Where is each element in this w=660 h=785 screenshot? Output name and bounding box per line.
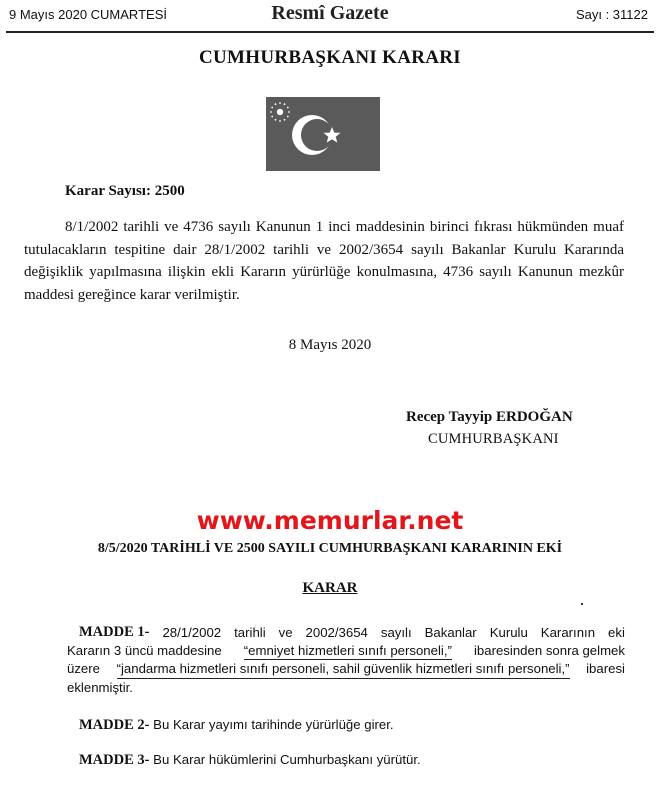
text-segment: ibaresinden sonra gelmek bbox=[473, 642, 625, 658]
signer-title: CUMHURBAŞKANI bbox=[428, 431, 559, 447]
gazette-header bbox=[0, 0, 660, 32]
text-segment: Kararın 3 üncü maddesine bbox=[67, 642, 222, 658]
annex-title: 8/5/2020 TARİHLİ VE 2500 SAYILI CUMHURBAŞKANI KARARININ EKİ bbox=[97, 541, 563, 556]
article-2-text: Bu Karar yayımı tarihinde yürürlüğe girer. bbox=[153, 717, 394, 732]
article-1-line-4 bbox=[67, 679, 625, 697]
presidential-flag bbox=[266, 97, 380, 171]
word: Kurulu bbox=[489, 625, 528, 640]
decision-body: 8/1/2002 tarihli ve 4736 sayılı Kanunun 1 inci maddesinin birinci fıkrası hükmünden muaf tutulacakların tespitine dair 28/1/2002 tarihli ve 2002/3654 sayılı Bakanlar Kurulu Kararında değişiklik yapılmasına ilişkin ekli Kararın yürürlüğe konulmasına, 4736 sayılı Kanunun mezkûr maddesi gereğince karar verilmiştir. bbox=[24, 219, 624, 303]
text-segment: üzere bbox=[67, 661, 100, 676]
article-2-label: MADDE 2- bbox=[79, 717, 150, 733]
document-title: CUMHURBAŞKANI KARARI bbox=[199, 47, 461, 68]
word: 2002/3654 bbox=[305, 625, 368, 640]
article-1 bbox=[67, 624, 625, 696]
text-segment: eklenmiştir. bbox=[67, 679, 133, 695]
article-1-line-3 bbox=[67, 660, 625, 679]
header-rule bbox=[6, 31, 654, 33]
word: tarihli bbox=[234, 625, 266, 640]
watermark-link[interactable]: www.memurlar.net bbox=[196, 506, 464, 535]
article-3-label: MADDE 3- bbox=[79, 752, 150, 768]
signer-name: Recep Tayyip ERDOĞAN bbox=[406, 409, 573, 425]
word: Kararının bbox=[540, 625, 596, 640]
article-3-text: Bu Karar hükümlerini Cumhurbaşkanı yürütür. bbox=[153, 752, 421, 767]
scan-speck bbox=[581, 603, 583, 605]
word: 28/1/2002 bbox=[162, 625, 222, 640]
article-1-label: MADDE 1- bbox=[79, 624, 150, 640]
article-1-line-1 bbox=[79, 624, 625, 642]
issue-number: Sayı : 31122 bbox=[575, 7, 648, 22]
decision-number: Karar Sayısı: 2500 bbox=[65, 183, 185, 199]
annex-heading: KARAR bbox=[302, 580, 358, 596]
decision-date: 8 Mayıs 2020 bbox=[288, 337, 372, 353]
quoted-phrase: “emniyet hizmetleri sınıfı personeli,” bbox=[244, 642, 452, 661]
article-2 bbox=[79, 717, 394, 734]
gazette-name: Resmî Gazete bbox=[271, 2, 389, 24]
text-segment: ibaresi bbox=[586, 661, 625, 676]
crescent-star-icon bbox=[266, 97, 380, 171]
word: Bakanlar bbox=[424, 625, 477, 640]
word: ve bbox=[278, 625, 293, 640]
header-date: 9 Mayıs 2020 CUMARTESİ bbox=[9, 7, 167, 22]
article-3 bbox=[79, 752, 421, 769]
word: sayılı bbox=[380, 625, 412, 640]
article-1-line-2 bbox=[67, 642, 625, 661]
word: eki bbox=[608, 625, 625, 640]
inserted-phrase: “jandarma hizmetleri sınıfı personeli, sahil güvenlik hizmetleri sınıfı personeli,” bbox=[117, 660, 570, 679]
